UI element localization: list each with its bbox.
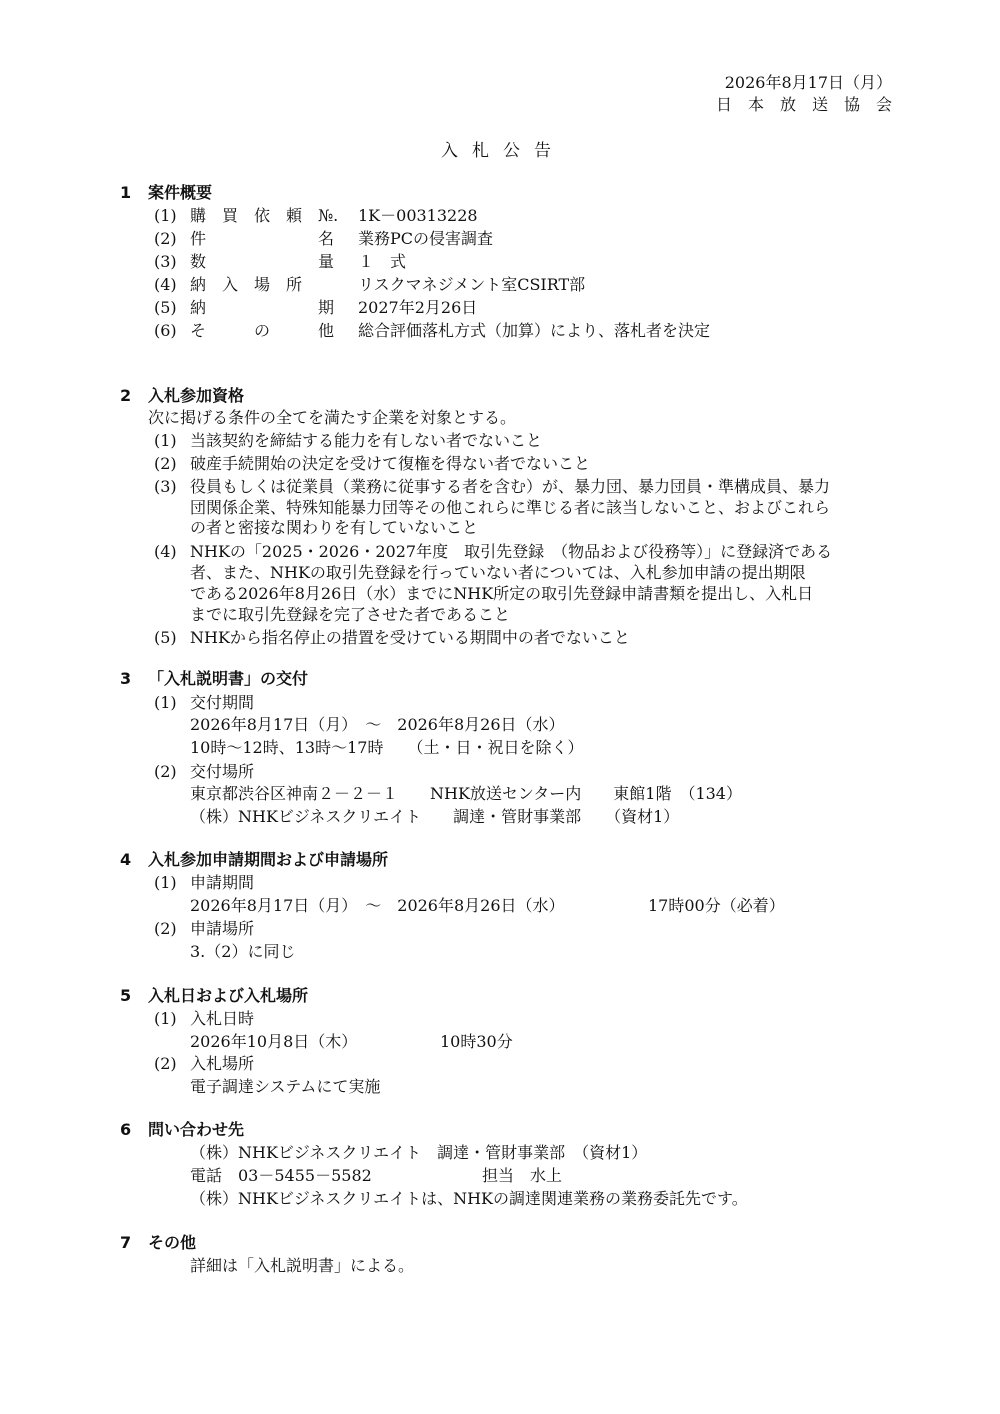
item-number: (5) xyxy=(154,628,177,647)
item-label: 購 買 依 頼 №. xyxy=(190,206,339,225)
item-label: 交付期間 xyxy=(190,693,255,712)
item-text: 当該契約を締結する能力を有しない者でないこと xyxy=(190,431,543,450)
item-label: 納 期 xyxy=(190,298,335,317)
item-label: そ の 他 xyxy=(190,321,335,340)
item-number: (2) xyxy=(154,919,177,938)
item-text: である2026年8月26日（水）までにNHK所定の取引先登録申請書類を提出し、入札日 xyxy=(190,584,814,603)
item-number: (1) xyxy=(154,873,177,892)
item-text: 者、また、NHKの取引先登録を行っていない者については、入札参加申請の提出期限 xyxy=(190,563,806,582)
item-text: 3.（2）に同じ xyxy=(190,942,296,961)
section-7-heading: その他 xyxy=(148,1233,197,1252)
item-number: (6) xyxy=(154,321,177,340)
item-number: (2) xyxy=(154,229,177,248)
item-number: (2) xyxy=(154,762,177,781)
section-3-number: 3 xyxy=(120,669,132,688)
item-label: 件 名 xyxy=(190,229,335,248)
item-text: 2026年8月17日（月） ～ 2026年8月26日（水） xyxy=(190,896,565,915)
item-number: (1) xyxy=(154,693,177,712)
item-label: 数 量 xyxy=(190,252,335,271)
section-7-number: 7 xyxy=(120,1233,132,1252)
item-number: (1) xyxy=(154,206,177,225)
item-number: (2) xyxy=(154,1054,177,1073)
item-number: (1) xyxy=(154,1009,177,1028)
item-label: 納 入 場 所 xyxy=(190,275,303,294)
item-value: 1K－00313228 xyxy=(358,206,478,225)
item-text: 東京都渋谷区神南２－２－１ NHK放送センター内 東館1階 （134） xyxy=(190,784,742,803)
item-text: 役員もしくは従業員（業務に従事する者を含む）が、暴力団、暴力団員・準構成員、暴力 xyxy=(190,477,831,496)
contact-company: （株）NHKビジネスクリエイト 調達・管財事業部 （資材1） xyxy=(190,1143,648,1162)
issuer-org: 日 本 放 送 協 会 xyxy=(715,95,892,114)
section-4-heading: 入札参加申請期間および申請場所 xyxy=(148,850,389,869)
section-5-number: 5 xyxy=(120,986,132,1005)
item-number: (4) xyxy=(154,542,177,561)
section-2-intro: 次に掲げる条件の全てを満たす企業を対象とする。 xyxy=(148,408,517,427)
item-number: (3) xyxy=(154,252,177,271)
item-text: 電子調達システムにて実施 xyxy=(190,1077,381,1096)
item-text: までに取引先登録を完了させた者であること xyxy=(190,605,511,624)
section-5-heading: 入札日および入札場所 xyxy=(148,986,309,1005)
item-deadline: 17時00分（必着） xyxy=(648,896,785,915)
contact-note: （株）NHKビジネスクリエイトは、NHKの調達関連業務の業務委託先です。 xyxy=(190,1189,748,1208)
issue-date: 2026年8月17日（月） xyxy=(724,73,892,92)
item-number: (5) xyxy=(154,298,177,317)
section-2-number: 2 xyxy=(120,386,132,405)
item-label: 入札日時 xyxy=(190,1009,255,1028)
section-1-heading: 案件概要 xyxy=(148,183,213,202)
contact-phone: 電話 03－5455－5582 xyxy=(190,1166,372,1185)
section-1-number: 1 xyxy=(120,183,132,202)
item-number: (4) xyxy=(154,275,177,294)
item-text: 団関係企業、特殊知能暴力団等その他これらに準じる者に該当しないこと、およびこれら xyxy=(190,498,831,517)
item-text: 2026年8月17日（月） ～ 2026年8月26日（水） xyxy=(190,715,565,734)
item-text: 2026年10月8日（木） xyxy=(190,1032,358,1051)
item-text: の者と密接な関わりを有していないこと xyxy=(190,518,479,537)
item-label: 交付場所 xyxy=(190,762,255,781)
other-details: 詳細は「入札説明書」による。 xyxy=(190,1256,415,1275)
item-label: 申請場所 xyxy=(190,919,255,938)
section-6-heading: 問い合わせ先 xyxy=(148,1120,245,1139)
section-6-number: 6 xyxy=(120,1120,132,1139)
item-text: 破産手続開始の決定を受けて復権を得ない者でないこと xyxy=(190,454,591,473)
section-2-heading: 入札参加資格 xyxy=(148,386,245,405)
item-value: 業務PCの侵害調査 xyxy=(358,229,494,248)
item-text: NHKから指名停止の措置を受けている期間中の者でないこと xyxy=(190,628,630,647)
item-label: 申請期間 xyxy=(190,873,255,892)
item-time: 10時30分 xyxy=(440,1032,513,1051)
section-4-number: 4 xyxy=(120,850,132,869)
item-number: (2) xyxy=(154,454,177,473)
page-title: 入札公告 xyxy=(441,141,565,161)
item-value: リスクマネジメント室CSIRT部 xyxy=(358,275,586,294)
item-text: （株）NHKビジネスクリエイト 調達・管財事業部 （資材1） xyxy=(190,807,680,826)
item-text: NHKの「2025・2026・2027年度 取引先登録 （物品および役務等）」に登録済である xyxy=(190,542,833,561)
item-value: １ 式 xyxy=(358,252,407,271)
item-value: 2027年2月26日 xyxy=(358,298,478,317)
item-label: 入札場所 xyxy=(190,1054,255,1073)
contact-person: 担当 水上 xyxy=(482,1166,563,1185)
section-3-heading: 「入札説明書」の交付 xyxy=(148,669,309,688)
item-text: 10時～12時、13時～17時 （土・日・祝日を除く） xyxy=(190,738,584,757)
item-value: 総合評価落札方式（加算）により、落札者を決定 xyxy=(358,321,711,340)
item-number: (1) xyxy=(154,431,177,450)
item-number: (3) xyxy=(154,477,177,496)
